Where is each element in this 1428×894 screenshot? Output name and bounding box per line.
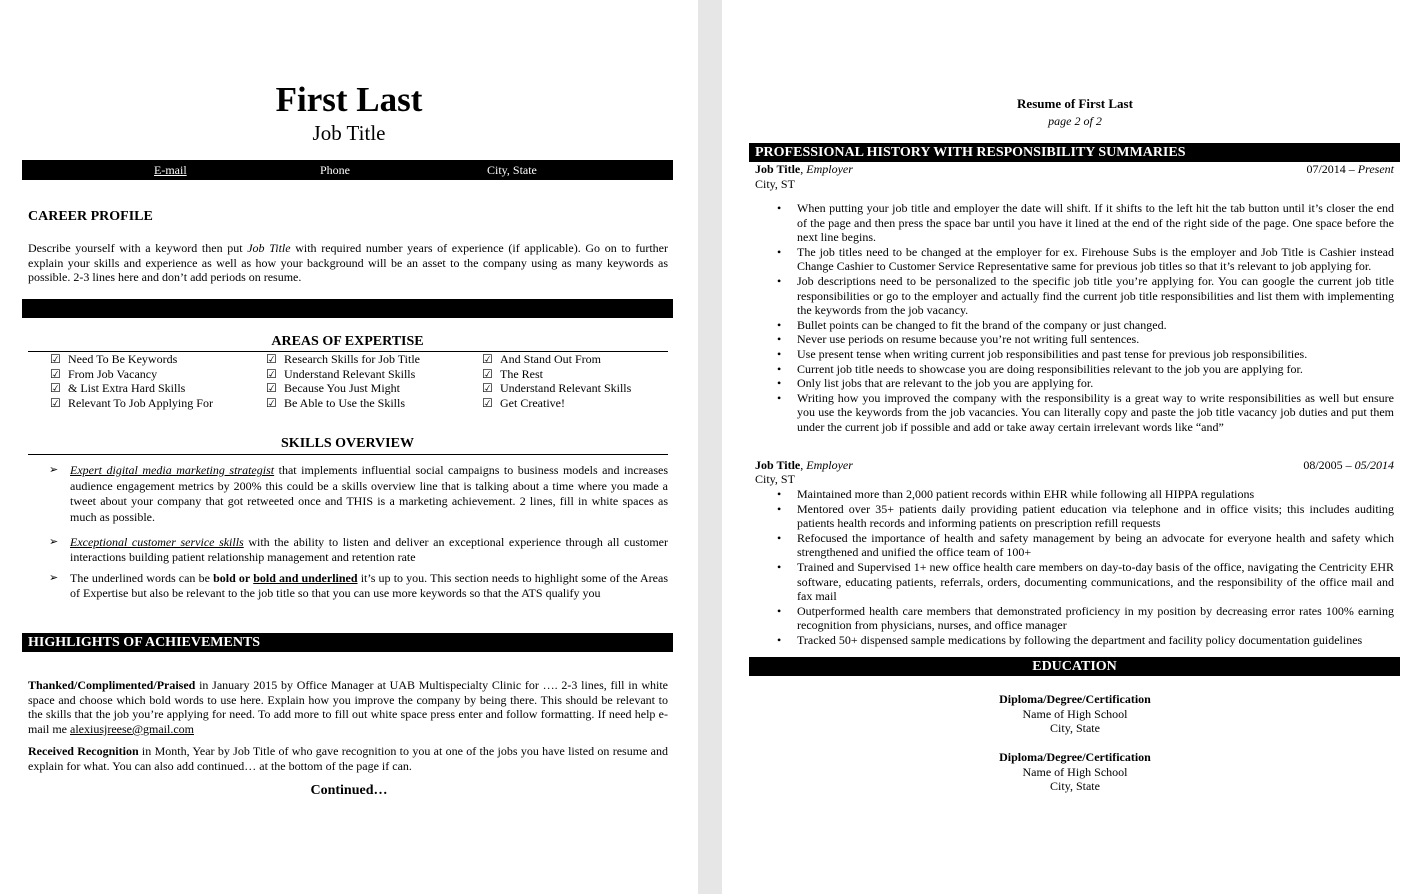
checkbox-icon: ☑ — [266, 366, 277, 381]
skills-heading: SKILLS OVERVIEW — [281, 436, 414, 451]
expertise-item: ☑ Be Able to Use the Skills — [266, 395, 405, 410]
checkbox-icon: ☑ — [50, 352, 61, 366]
email-link[interactable]: alexiusjreese@gmail.com — [70, 721, 195, 736]
list-item: • The job titles need to be changed at the employer for ex. Firehouse Subs is the employer and Job Title is Cashier instead Change Cashier to Customer Service Representative same for previous job titles so that it’s relevant to job applying for. — [797, 245, 1394, 274]
education-school: Name of High School — [1022, 706, 1128, 721]
expertise-item: ☑ & List Extra Hard Skills — [50, 381, 186, 396]
expertise-heading: AREAS OF EXPERTISE — [271, 334, 424, 349]
arrow-bullet-icon: ➢ — [49, 536, 59, 548]
expertise-item: ☑ Because You Just Might — [266, 381, 401, 396]
expertise-item: ☑ Get Creative! — [482, 395, 565, 410]
career-profile-text: Describe yourself with a keyword then put Job Title with required number years of experience (if applicable). Go on to further explain your skills and experience as well as how your background will be an asset to the company using as many keywords as possible. 2-3 lines here and don’t add periods on resume. — [28, 241, 668, 285]
list-item: • Outperformed health care members that demonstrated proficiency in my position by decreasing error rates 100% earning recognition from physicians, nurses, and office manager — [797, 604, 1394, 633]
checkbox-icon: ☑ — [482, 352, 493, 366]
expertise-column-2 — [266, 352, 420, 410]
contact-location: City, State — [487, 163, 537, 177]
expertise-column-1 — [50, 352, 213, 410]
expertise-item: ☑ Understand Relevant Skills — [266, 366, 416, 381]
education-school: Name of High School — [1022, 764, 1128, 779]
expertise-item: ☑ And Stand Out From — [482, 352, 602, 366]
checkbox-icon: ☑ — [482, 381, 493, 396]
contact-email-link[interactable]: E-mail — [154, 163, 187, 177]
contact-phone: Phone — [320, 163, 350, 177]
education-entry — [722, 750, 1428, 794]
job2-dates: 08/2005 – 05/2014 — [1303, 458, 1394, 472]
arrow-bullet-icon: ➢ — [49, 464, 59, 476]
history-heading: PROFESSIONAL HISTORY WITH RESPONSIBILITY SUMMARIES — [749, 143, 1400, 162]
list-item: • Writing how you improved the company with the responsibility is a great way to write responsibilities as well but ensure you use the keywords from the job vacancies. You can literally copy and paste the job title vacancy job duties and put them under the current job if possible and add or take away certain irrelevant words like “and” — [797, 391, 1394, 435]
expertise-column-3 — [482, 352, 631, 410]
checkbox-icon: ☑ — [50, 395, 61, 410]
candidate-name: First Last — [275, 80, 423, 119]
highlights-heading: HIGHLIGHTS OF ACHIEVEMENTS — [22, 633, 673, 652]
list-item: • Current job title needs to showcase you are doing responsibilities relevant to the job you are applying for. — [797, 362, 1394, 377]
list-item: • Tracked 50+ dispensed sample medications by following the department and facility policy documentation guidelines — [797, 633, 1394, 648]
education-location: City, State — [1050, 721, 1100, 736]
job1-title: Job Title, Employer — [755, 162, 853, 176]
career-profile-heading: CAREER PROFILE — [28, 209, 153, 224]
list-item: • Only list jobs that are relevant to the job you are applying for. — [797, 376, 1394, 391]
education-heading: EDUCATION — [749, 657, 1400, 676]
job1-bullet-list — [797, 201, 1394, 435]
expertise-item: ☑ Research Skills for Job Title — [266, 352, 421, 366]
list-item: • Bullet points can be changed to fit the brand of the company or just changed. — [797, 318, 1394, 333]
highlight-paragraph: Received Recognition in Month, Year by Job Title of who gave recognition to you at one of the jobs you have listed on resume and explain for what. You can also add continued… at the bottom of the page if can. — [28, 744, 668, 773]
contact-bar — [22, 160, 673, 180]
highlight-paragraph: Thanked/Complimented/Praised in January 2015 by Office Manager at UAB Multispecialty Clinic for …. 2-3 lines, fill in white space and choose which bold words to use here. Explain how you improve the company by being there. This should be relevant to the skills that the job you’re applying for need. To add more to fill out white space press enter and follow formatting. If need help e-mail me alexiusjreese@gmail.com — [28, 678, 668, 736]
expertise-item: ☑ From Job Vacancy — [50, 366, 158, 381]
job2-bullet-list — [797, 487, 1394, 648]
expertise-item: ☑ The Rest — [482, 366, 543, 381]
resume-page-1 — [0, 0, 698, 894]
expertise-item: ☑ Relevant To Job Applying For — [50, 395, 213, 410]
candidate-job-title: Job Title — [312, 121, 386, 145]
page-number: page 2 of 2 — [1048, 114, 1102, 128]
education-entry — [722, 692, 1428, 736]
job2-title: Job Title, Employer — [755, 458, 853, 472]
skills-bullet: Exceptional customer service skills with the ability to listen and deliver an exceptional experience through all customer interactions building patient relationship management and retention rate — [70, 535, 668, 565]
page2-title: Resume of First Last — [1017, 96, 1133, 111]
education-degree: Diploma/Degree/Certification — [999, 692, 1151, 706]
list-item: • Trained and Supervised 1+ new office health care members on day-to-day basis of the office, navigating the Centricity EHR software, educating patients, referrals, orders, documenting communications, and the responsibility of the office mail and fax mail — [797, 560, 1394, 604]
education-degree: Diploma/Degree/Certification — [999, 750, 1151, 764]
list-item: • Mentored over 35+ patients daily providing patient education via telephone and in office visits; this includes auditing patients health records and informing patients on prescription refill requests — [797, 502, 1394, 531]
list-item: • When putting your job title and employer the date will shift. If it shifts to the left hit the tab button until it’s closer the end of the page and then press the space bar until you have it lined at the end of the right side of the page. One space before the next line begins. — [797, 201, 1394, 245]
checkbox-icon: ☑ — [482, 395, 493, 410]
section-divider-bar — [22, 299, 673, 318]
continued-label: Continued… — [310, 783, 388, 798]
checkbox-icon: ☑ — [266, 395, 277, 410]
checkbox-icon: ☑ — [266, 352, 277, 366]
education-location: City, State — [1050, 779, 1100, 794]
checkbox-icon: ☑ — [50, 366, 61, 381]
list-item: • Maintained more than 2,000 patient records within EHR while following all HIPPA regulations — [797, 487, 1394, 502]
skills-bullet: Expert digital media marketing strategist that implements influential social campaigns to business models and increases audience engagement metrics by 200% this could be a skills overview line that is talking about a time where you made a tweet about your company that got retweeted once and THIS is a marketing achievement. 2 lines, fill in white spaces as much as possible. — [70, 463, 668, 525]
skills-bullet: The underlined words can be bold or bold and underlined it’s up to you. This section needs to highlight some of the Areas of Expertise but also be relevant to the job title so that you can use more keywords so that the ATS qualify you — [70, 571, 668, 601]
list-item: • Use present tense when writing current job responsibilities and past tense for previous job responsibilities. — [797, 347, 1394, 362]
checkbox-icon: ☑ — [266, 381, 277, 396]
list-item: • Never use periods on resume because you’re not writing full sentences. — [797, 332, 1394, 347]
list-item: • Job descriptions need to be personalized to the specific job title you’re applying for. You can google the current job title responsibilities or go to the employer and actually find the current job title responsibilities and list them with implementing the keywords from the job vacancy. — [797, 274, 1394, 318]
job1-location: City, ST — [755, 177, 795, 191]
expertise-item: ☑ Need To Be Keywords — [50, 352, 178, 366]
arrow-bullet-icon: ➢ — [49, 572, 59, 584]
list-item: • Refocused the importance of health and safety management by being an advocate for everyone health and safety which strengthened and unified the office team of 100+ — [797, 531, 1394, 560]
checkbox-icon: ☑ — [482, 366, 493, 381]
expertise-item: ☑ Understand Relevant Skills — [482, 381, 632, 396]
job2-location: City, ST — [755, 472, 795, 486]
job1-dates: 07/2014 – Present — [1306, 162, 1394, 176]
skills-rule — [28, 454, 668, 455]
checkbox-icon: ☑ — [50, 381, 61, 396]
resume-page-2 — [722, 0, 1428, 894]
